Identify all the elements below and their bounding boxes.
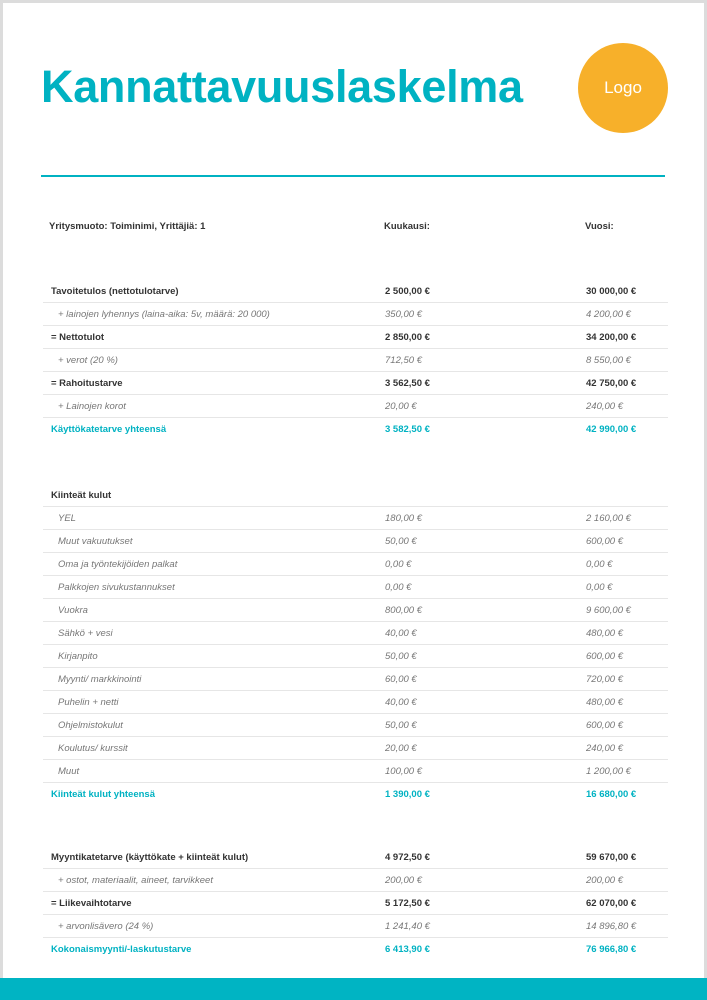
year-value: 34 200,00 € [586, 332, 637, 343]
section-sales [43, 846, 668, 960]
month-value: 100,00 € [385, 766, 422, 777]
row-label: Myyntikatetarve (käyttökate + kiinteät kulut) [51, 852, 249, 863]
total-row [43, 783, 668, 805]
row-label: Sähkö + vesi [58, 628, 113, 639]
row-label: + ostot, materiaalit, aineet, tarvikkeet [58, 875, 213, 886]
table-row [43, 553, 668, 576]
row-label: Kiinteät kulut yhteensä [51, 789, 155, 800]
month-value: 200,00 € [385, 875, 422, 886]
table-row [43, 622, 668, 645]
row-label: = Rahoitustarve [51, 378, 123, 389]
table-row [43, 714, 668, 737]
row-label: + verot (20 %) [58, 355, 118, 366]
month-value: 20,00 € [385, 743, 417, 754]
year-column-header: Vuosi: [585, 221, 614, 232]
year-value: 480,00 € [586, 697, 623, 708]
row-label: Oma ja työntekijöiden palkat [58, 559, 178, 570]
row-label: + arvonlisävero (24 %) [58, 921, 154, 932]
logo-label: Logo [604, 78, 642, 97]
month-value: 0,00 € [385, 582, 412, 593]
month-value: 712,50 € [385, 355, 422, 366]
row-label: Tavoitetulos (nettotulotarve) [51, 286, 179, 297]
table-row [43, 349, 668, 372]
row-label: Koulutus/ kurssit [58, 743, 128, 754]
row-label: = Nettotulot [51, 332, 105, 343]
total-row [43, 418, 668, 440]
total-row [43, 938, 668, 960]
year-value: 16 680,00 € [586, 789, 637, 800]
year-value: 42 990,00 € [586, 424, 637, 435]
table-row [43, 691, 668, 714]
company-info: Yritysmuoto: Toiminimi, Yrittäjiä: 1 [49, 221, 206, 232]
table-row [43, 760, 668, 783]
month-value: 50,00 € [385, 536, 417, 547]
month-value: 6 413,90 € [385, 944, 430, 955]
year-value: 14 896,80 € [586, 921, 637, 932]
row-label: Palkkojen sivukustannukset [58, 582, 175, 593]
table-row [43, 395, 668, 418]
month-value: 2 500,00 € [385, 286, 430, 297]
month-value: 1 241,40 € [385, 921, 430, 932]
year-value: 480,00 € [586, 628, 623, 639]
row-label: + Lainojen korot [58, 401, 126, 412]
table-row [43, 737, 668, 760]
table-row [43, 280, 668, 303]
month-column-header: Kuukausi: [384, 221, 430, 232]
row-label: Muut [58, 766, 80, 777]
table-row [43, 599, 668, 622]
document-page [3, 3, 704, 1000]
footer-bar [0, 978, 707, 1000]
month-value: 1 390,00 € [385, 789, 430, 800]
table-row [43, 372, 668, 395]
year-value: 4 200,00 € [586, 309, 631, 320]
page-title: Kannattavuuslaskelma [41, 61, 523, 112]
row-label: Vuokra [58, 605, 88, 616]
row-label: Käyttökatetarve yhteensä [51, 424, 167, 435]
month-value: 180,00 € [385, 513, 422, 524]
section-income [43, 280, 668, 440]
year-value: 600,00 € [586, 536, 623, 547]
row-label: + lainojen lyhennys (laina-aika: 5v, määrä: 20 000) [58, 309, 270, 320]
row-label: = Liikevaihtotarve [51, 898, 132, 909]
month-value: 0,00 € [385, 559, 412, 570]
row-label: Puhelin + netti [58, 697, 119, 708]
row-label: Muut vakuutukset [58, 536, 133, 547]
year-value: 240,00 € [586, 401, 623, 412]
table-row [43, 530, 668, 553]
month-value: 5 172,50 € [385, 898, 430, 909]
year-value: 200,00 € [586, 875, 623, 886]
month-value: 800,00 € [385, 605, 422, 616]
row-label: Kirjanpito [58, 651, 98, 662]
row-label: Myynti/ markkinointi [58, 674, 142, 685]
table-row [43, 484, 668, 507]
month-value: 40,00 € [385, 697, 417, 708]
year-value: 600,00 € [586, 720, 623, 731]
table-row [43, 507, 668, 530]
year-value: 0,00 € [586, 559, 613, 570]
month-value: 50,00 € [385, 651, 417, 662]
year-value: 8 550,00 € [586, 355, 631, 366]
year-value: 240,00 € [586, 743, 623, 754]
table-row [43, 326, 668, 349]
year-value: 42 750,00 € [586, 378, 637, 389]
month-value: 60,00 € [385, 674, 417, 685]
header-divider [41, 175, 665, 177]
table-row [43, 303, 668, 326]
table-row [43, 846, 668, 869]
year-value: 59 670,00 € [586, 852, 637, 863]
month-value: 4 972,50 € [385, 852, 430, 863]
table-row [43, 915, 668, 938]
year-value: 2 160,00 € [586, 513, 631, 524]
month-value: 40,00 € [385, 628, 417, 639]
logo-placeholder [578, 43, 668, 133]
year-value: 1 200,00 € [586, 766, 631, 777]
month-value: 50,00 € [385, 720, 417, 731]
section-fixed-costs [43, 484, 668, 805]
table-row [43, 645, 668, 668]
month-value: 3 562,50 € [385, 378, 430, 389]
row-label: Kokonaismyynti/-laskutustarve [51, 944, 192, 955]
month-value: 3 582,50 € [385, 424, 430, 435]
row-label: Kiinteät kulut [51, 490, 112, 501]
table-row [43, 668, 668, 691]
month-value: 350,00 € [385, 309, 422, 320]
year-value: 62 070,00 € [586, 898, 637, 909]
row-label: YEL [58, 513, 76, 524]
year-value: 600,00 € [586, 651, 623, 662]
year-value: 720,00 € [586, 674, 623, 685]
year-value: 76 966,80 € [586, 944, 637, 955]
year-value: 30 000,00 € [586, 286, 637, 297]
year-value: 9 600,00 € [586, 605, 631, 616]
table-row [43, 576, 668, 599]
table-row [43, 892, 668, 915]
year-value: 0,00 € [586, 582, 613, 593]
month-value: 2 850,00 € [385, 332, 430, 343]
row-label: Ohjelmistokulut [58, 720, 123, 731]
month-value: 20,00 € [385, 401, 417, 412]
table-row [43, 869, 668, 892]
